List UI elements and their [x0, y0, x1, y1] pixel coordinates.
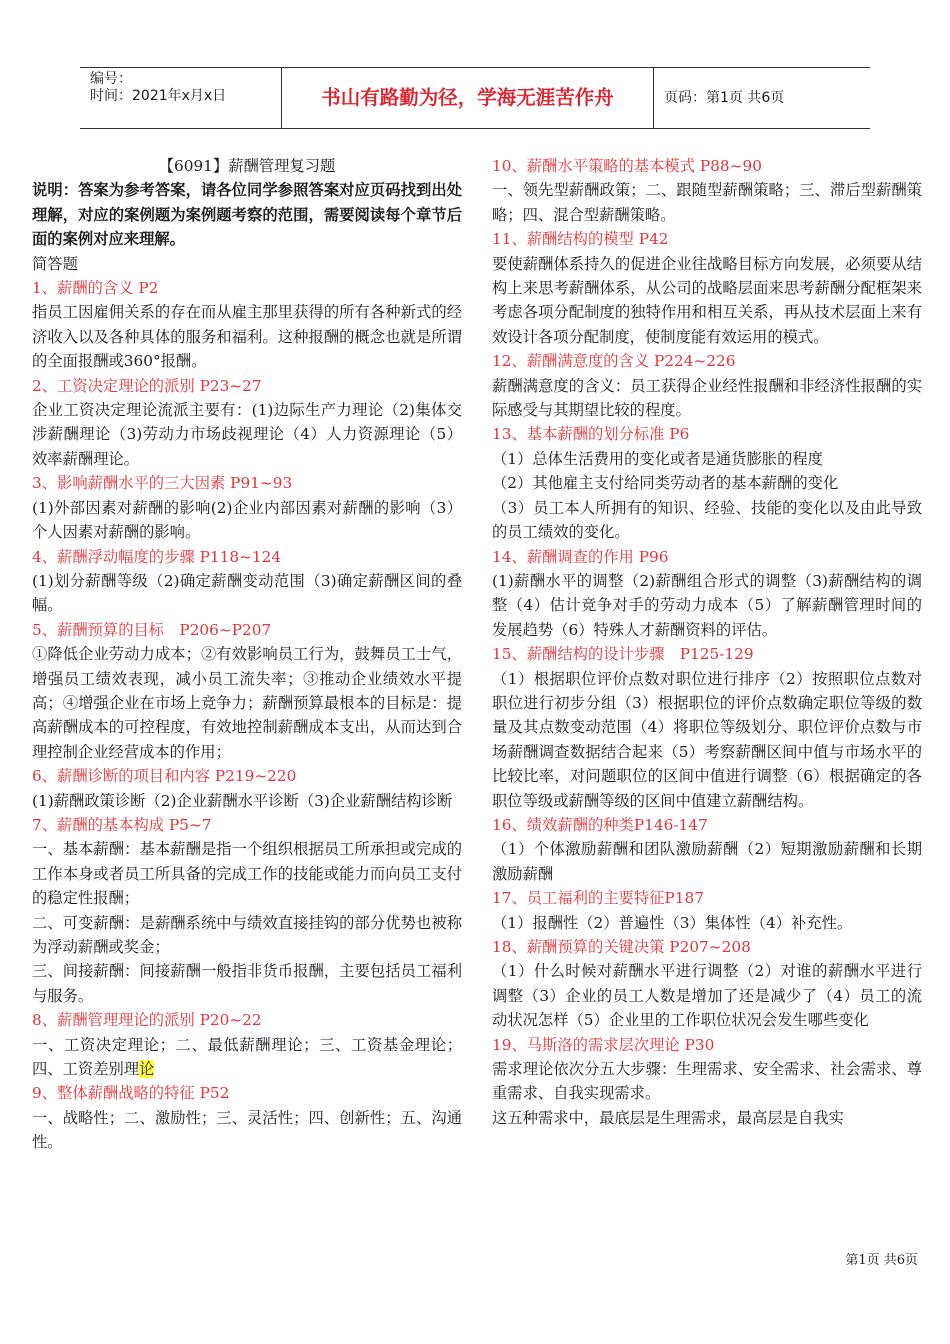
question-title: 16、绩效薪酬的种类P146-147: [492, 815, 708, 834]
section-heading: 简答题: [32, 254, 78, 273]
question-answer: 薪酬满意度的含义：员工获得企业经性报酬和非经济性报酬的实际感受与其期望比较的程度。: [492, 376, 922, 420]
question-answer: (1)划分薪酬等级（2)确定薪酬变动范围（3)确定薪酬区间的叠幅。: [32, 571, 462, 615]
question-answer: (1)薪酬水平的调整（2)薪酬组合形式的调整（3)薪酬结构的调整（4）估计竞争对手的劳动力成本（5）了解薪酬管理时间的发展趋势（6）特殊人才薪酬资料的评估。: [492, 571, 922, 639]
question-answer: [32, 1033, 462, 1082]
question-answer: ①降低企业劳动力成本；②有效影响员工行为，鼓舞员工士气，增强员工绩效表现，减小员工流失率；③推动企业绩效水平提高；④增强企业在市场上竞争力；薪酬预算最根本的目标是：提高薪酬成本的可控程度，有效地控制薪酬成本支出，从而达到合理控制企业经营成本的作用；: [32, 645, 462, 761]
question-title: 15、薪酬结构的设计步骤 P125-129: [492, 645, 754, 664]
question-title: 12、薪酬满意度的含义 P224~226: [492, 352, 736, 371]
question-answer: 一、战略性；二、激励性；三、灵活性；四、创新性；五、沟通性。: [32, 1108, 462, 1152]
question-title: 9、整体薪酬战略的特征 P52: [32, 1084, 230, 1103]
question-title: 17、员工福利的主要特征P187: [492, 889, 704, 908]
question-title: 6、薪酬诊断的项目和内容 P219~220: [32, 767, 297, 786]
question-answer: 企业工资决定理论流派主要有：(1)边际生产力理论（2)集体交涉薪酬理论（3)劳动力市场歧视理论（4）人力资源理论（5）效率薪酬理论。: [32, 401, 462, 468]
question-title: 5、薪酬预算的目标 P206~P207: [32, 620, 272, 639]
question-title: 10、薪酬水平策略的基本模式 P88~90: [492, 157, 762, 175]
header-info-cell: [80, 68, 282, 128]
question-title: 3、影响薪酬水平的三大因素 P91~93: [32, 474, 293, 493]
question-answer: (1)薪酬政策诊断（2)企业薪酬水平诊断（3)企业薪酬结构诊断: [32, 791, 453, 810]
question-title: 14、薪酬调查的作用 P96: [492, 547, 669, 566]
left-column: [32, 154, 462, 1155]
question-answer: 一、基本薪酬：基本薪酬是指一个组织根据员工所承担或完成的工作本身或者员工所具备的完成工作的技能或能力而向员工支付的稳定性报酬； 二、可变薪酬：是薪酬系统中与绩效直接挂钩的部分优势也被称为浮动薪酬或奖金； 三、间接薪酬：间接薪酬一般指非货币报酬，主要包括员工福利与服务。: [32, 840, 462, 1005]
page-header: [80, 67, 870, 129]
question-title: 13、基本薪酬的划分标准 P6: [492, 425, 690, 444]
question-title: 18、薪酬预算的关键决策 P207~208: [492, 938, 751, 956]
question-answer: 指员工因雇佣关系的存在而从雇主那里获得的所有各种新式的经济收入以及各种具体的服务和福利。这种报酬的概念也就是所谓的全面报酬或360°报酬。: [32, 303, 462, 371]
question-answer: 一、领先型薪酬政策；二、跟随型薪酬策略；三、滞后型薪酬策略；四、混合型薪酬策略。: [492, 181, 922, 224]
question-title: 7、薪酬的基本构成 P5~7: [32, 815, 212, 834]
question-title: 4、薪酬浮动幅度的步骤 P118~124: [32, 547, 282, 566]
header-page-label: 页码：第1页 共6页: [664, 90, 785, 106]
question-title: 11、薪酬结构的模型 P42: [492, 230, 669, 249]
document-number-label: 编号：: [90, 71, 132, 87]
question-answer: 需求理论依次分五大步骤：生理需求、安全需求、社会需求、尊重需求、自我实现需求。 这五种需求中，最底层是生理需求，最高层是自我实: [492, 1060, 922, 1127]
question-answer: （1）根据职位评价点数对职位进行排序（2）按照职位点数对职位进行初步分组（3）根据职位的评价点数确定职位等级的数量及其点数变动范围（4）将职位等级划分、职位评价点数与市场薪酬调查数据结合起来（5）考察薪酬区间中值与市场水平的比较比率，对问题职位的区间中值进行调整（6）根据确定的各职位等级或薪酬等级的区间中值建立薪酬结构。: [492, 669, 922, 810]
right-column: [492, 154, 922, 1130]
question-answer: 要使薪酬体系持久的促进企业往战略目标方向发展，必须要从结构上来思考薪酬体系，从公司的战略层面来思考薪酬分配框架来考虑各项分配制度的独特作用和相互关系，再从技术层面上来有效设计各项分配制度，使制度能有效运用的模式。: [492, 254, 922, 346]
answer-text: 一、工资决定理论；二、最低薪酬理论；三、工资基金理论；四、工资差别理: [32, 1035, 462, 1079]
highlighted-text: 论: [139, 1060, 155, 1079]
question-title: 8、薪酬管理理论的派别 P20~22: [32, 1011, 262, 1030]
question-answer: （1）什么时候对薪酬水平进行调整（2）对谁的薪酬水平进行调整（3）企业的员工人数是增加了还是减少了（4）员工的流动状况怎样（5）企业里的工作职位状况会发生哪些变化: [492, 962, 922, 1030]
question-title: 1、薪酬的含义 P2: [32, 279, 159, 298]
header-motto: 书山有路勤为径，学海无涯苦作舟: [282, 68, 654, 128]
question-answer: （1）总体生活费用的变化或者是通货膨胀的程度 （2）其他雇主支付给同类劳动者的基本薪酬的变化 （3）员工本人所拥有的知识、经验、技能的变化以及由此导致的员工绩效的变化。: [492, 449, 922, 542]
question-answer: （1）个体激励薪酬和团队激励薪酬（2）短期激励薪酬和长期激励薪酬: [492, 840, 922, 883]
document-date-label: 时间：2021年x月x日: [90, 88, 227, 104]
instruction-note: 说明：答案为参考答案，请各位同学参照答案对应页码找到出处理解，对应的案例题为案例题考察的范围，需要阅读每个章节后面的案例对应来理解。: [32, 181, 462, 249]
question-title: 19、马斯洛的需求层次理论 P30: [492, 1035, 715, 1054]
question-title: 2、工资决定理论的派别 P23~27: [32, 376, 262, 395]
question-answer: (1)外部因素对薪酬的影响(2)企业内部因素对薪酬的影响（3）个人因素对薪酬的影响。: [32, 498, 462, 542]
page-footer-label: 第1页 共6页: [845, 1253, 918, 1268]
document-title: 【6091】薪酬管理复习题: [158, 157, 336, 175]
question-answer: （1）报酬性（2）普遍性（3）集体性（4）补充性。: [492, 913, 853, 932]
